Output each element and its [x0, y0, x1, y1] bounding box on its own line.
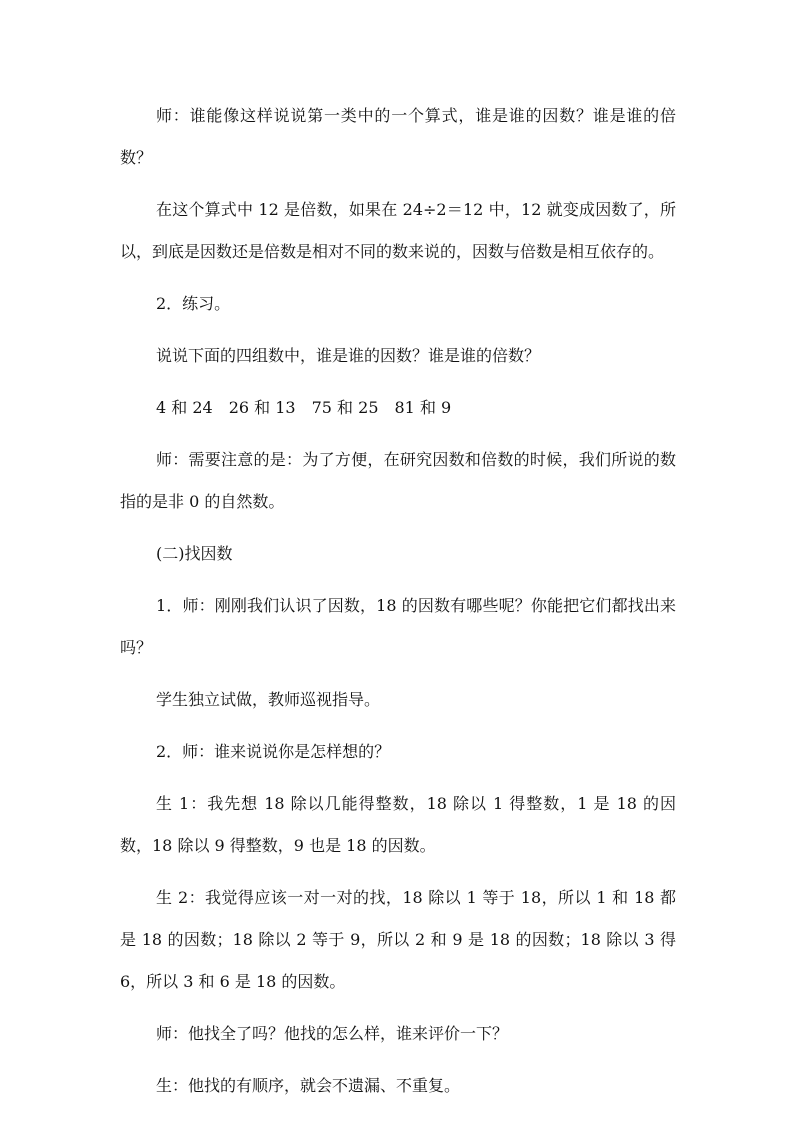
paragraph-practice-prompt: 说说下面的四组数中，谁是谁的因数？谁是谁的倍数？ [156, 346, 541, 365]
paragraph-teacher-question: 师：谁能像这样说说第一类中的一个算式，谁是谁的因数？谁是谁的倍数？ [120, 106, 676, 167]
paragraph-heading-find-factors: (二)找因数 [156, 544, 233, 563]
paragraph-number-groups: 4 和 24 26 和 13 75 和 25 81 和 9 [156, 398, 452, 417]
paragraph-teacher-evaluate: 师：他找全了吗？他找的怎么样，谁来评价一下？ [156, 1024, 509, 1043]
paragraph-teacher-task: 1．师：刚刚我们认识了因数，18 的因数有哪些呢？你能把它们都找出来吗？ [120, 596, 676, 657]
paragraph-teacher-ask: 2．师：谁来说说你是怎样想的？ [156, 742, 391, 761]
paragraph-section-practice: 2．练习。 [156, 294, 231, 313]
paragraph-student-answer: 生：他找的有顺序，就会不遗漏、不重复。 [156, 1076, 461, 1095]
paragraph-teacher-note: 师：需要注意的是：为了方便，在研究因数和倍数的时候，我们所说的数指的是非 0 的自然数。 [120, 450, 676, 511]
document-page [120, 95, 676, 1107]
paragraph-student-practice: 学生独立试做，教师巡视指导。 [156, 690, 381, 709]
paragraph-explanation: 在这个算式中 12 是倍数，如果在 24÷2＝12 中，12 就变成因数了，所以，到底是因数还是倍数是相对不同的数来说的，因数与倍数是相互依存的。 [120, 200, 676, 261]
paragraph-student-1: 生 1：我先想 18 除以几能得整数，18 除以 1 得整数，1 是 18 的因数，18 除以 9 得整数，9 也是 18 的因数。 [120, 794, 676, 855]
paragraph-student-2: 生 2：我觉得应该一对一对的找，18 除以 1 等于 18，所以 1 和 18 都是 18 的因数；18 除以 2 等于 9，所以 2 和 9 是 18 的因数；18 除以 3 得 6，所以 3 和 6 是 18 的因数。 [120, 888, 676, 991]
